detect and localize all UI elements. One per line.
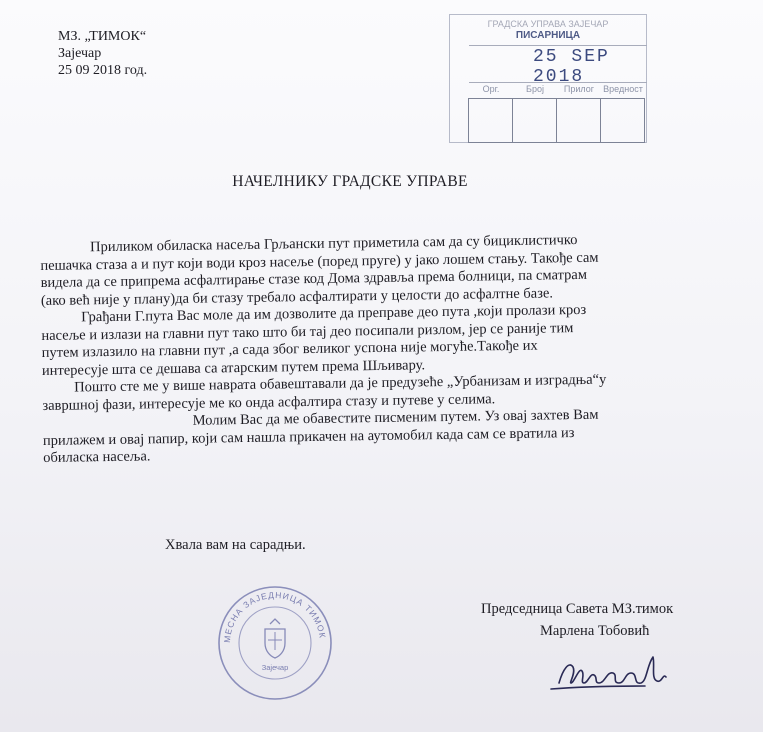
stamp-col-attachment: Прилог [563,84,595,94]
body-line: путем излазило на главни пут ,а сада због великог успона није могуће.Такође их [41,337,538,361]
stamp-col-org: Орг. [482,84,500,94]
signatory-name: Марлена Тобовић [540,623,650,639]
body-line: прилажем и овај папир, који сам нашла прикачен на аутомобил када сам се вратила из [42,424,575,449]
stamp-org: ГРАДСКА УПРАВА ЗАЈЕЧАР [487,19,609,29]
official-seal [216,584,334,702]
letter-body [40,230,748,468]
body-line: (ако већ није у плану)да би стазу требало асфалтирати у целости до асфалтне базе. [40,284,554,309]
sender-block [58,28,147,79]
handwritten-signature [545,645,705,695]
body-line: завршној фази, интересује ме ко онда асфалтира стазу и путеве у селима. [42,390,496,414]
body-line: Приликом обиласка насеља Грљански пут приметила сам да су бициклистичко [89,232,578,256]
body-line: Грађани Г.пута Вас моле да им дозволите да преправе део пута ,који пролази кроз [81,301,587,326]
sender-org: МЗ. „ТИМОК“ [58,29,147,44]
body-line: пешачка стаза а и пут који води кроз насеље (поред пруге) у јако лошем стању. Такође сам [40,249,599,274]
body-line: Пошто сте ме у више наврата обавештавали да је предузеће „Урбанизам и изградња“у [74,371,607,396]
addressee-title: НАЧЕЛНИКУ ГРАДСКЕ УПРАВЕ [232,173,468,190]
closing-line: Хвала вам на сарадњи. [165,537,306,553]
seal-text: МЕСНА ЗАЈЕДНИЦА ТИМОК [221,589,328,644]
body-line: интересује шта се дешава са атарским путем према Шљивару. [41,356,426,379]
signatory-role: Председница Савета МЗ.тимок [481,601,674,617]
coat-of-arms-icon [265,619,285,658]
body-line: насеље и излази на главни пут тако што би тај део посипали ризлом, јер се раније тим [41,319,574,344]
body-line: обиласка насеља. [43,448,151,466]
letter-date: 25 09 2018 год. [58,63,148,78]
stamp-col-number: Број [526,84,544,94]
stamp-cells [469,98,645,143]
seal-city: Зајечар [261,663,289,672]
body-line: Молим Вас да ме обавестите писменим путем. Уз овај захтев Вам [192,406,599,429]
stamp-col-value: Вредност [603,84,643,94]
stamp-date: 25 SEP 2018 [533,47,610,87]
stamp-columns [469,84,645,94]
sender-city: Зајечар [58,46,102,61]
body-line: видела да се припрема асфалтирање стазе код Дома здравља према болници, па сматрам [40,266,588,291]
registry-stamp [449,14,647,143]
stamp-office: ПИСАРНИЦА [515,30,581,41]
